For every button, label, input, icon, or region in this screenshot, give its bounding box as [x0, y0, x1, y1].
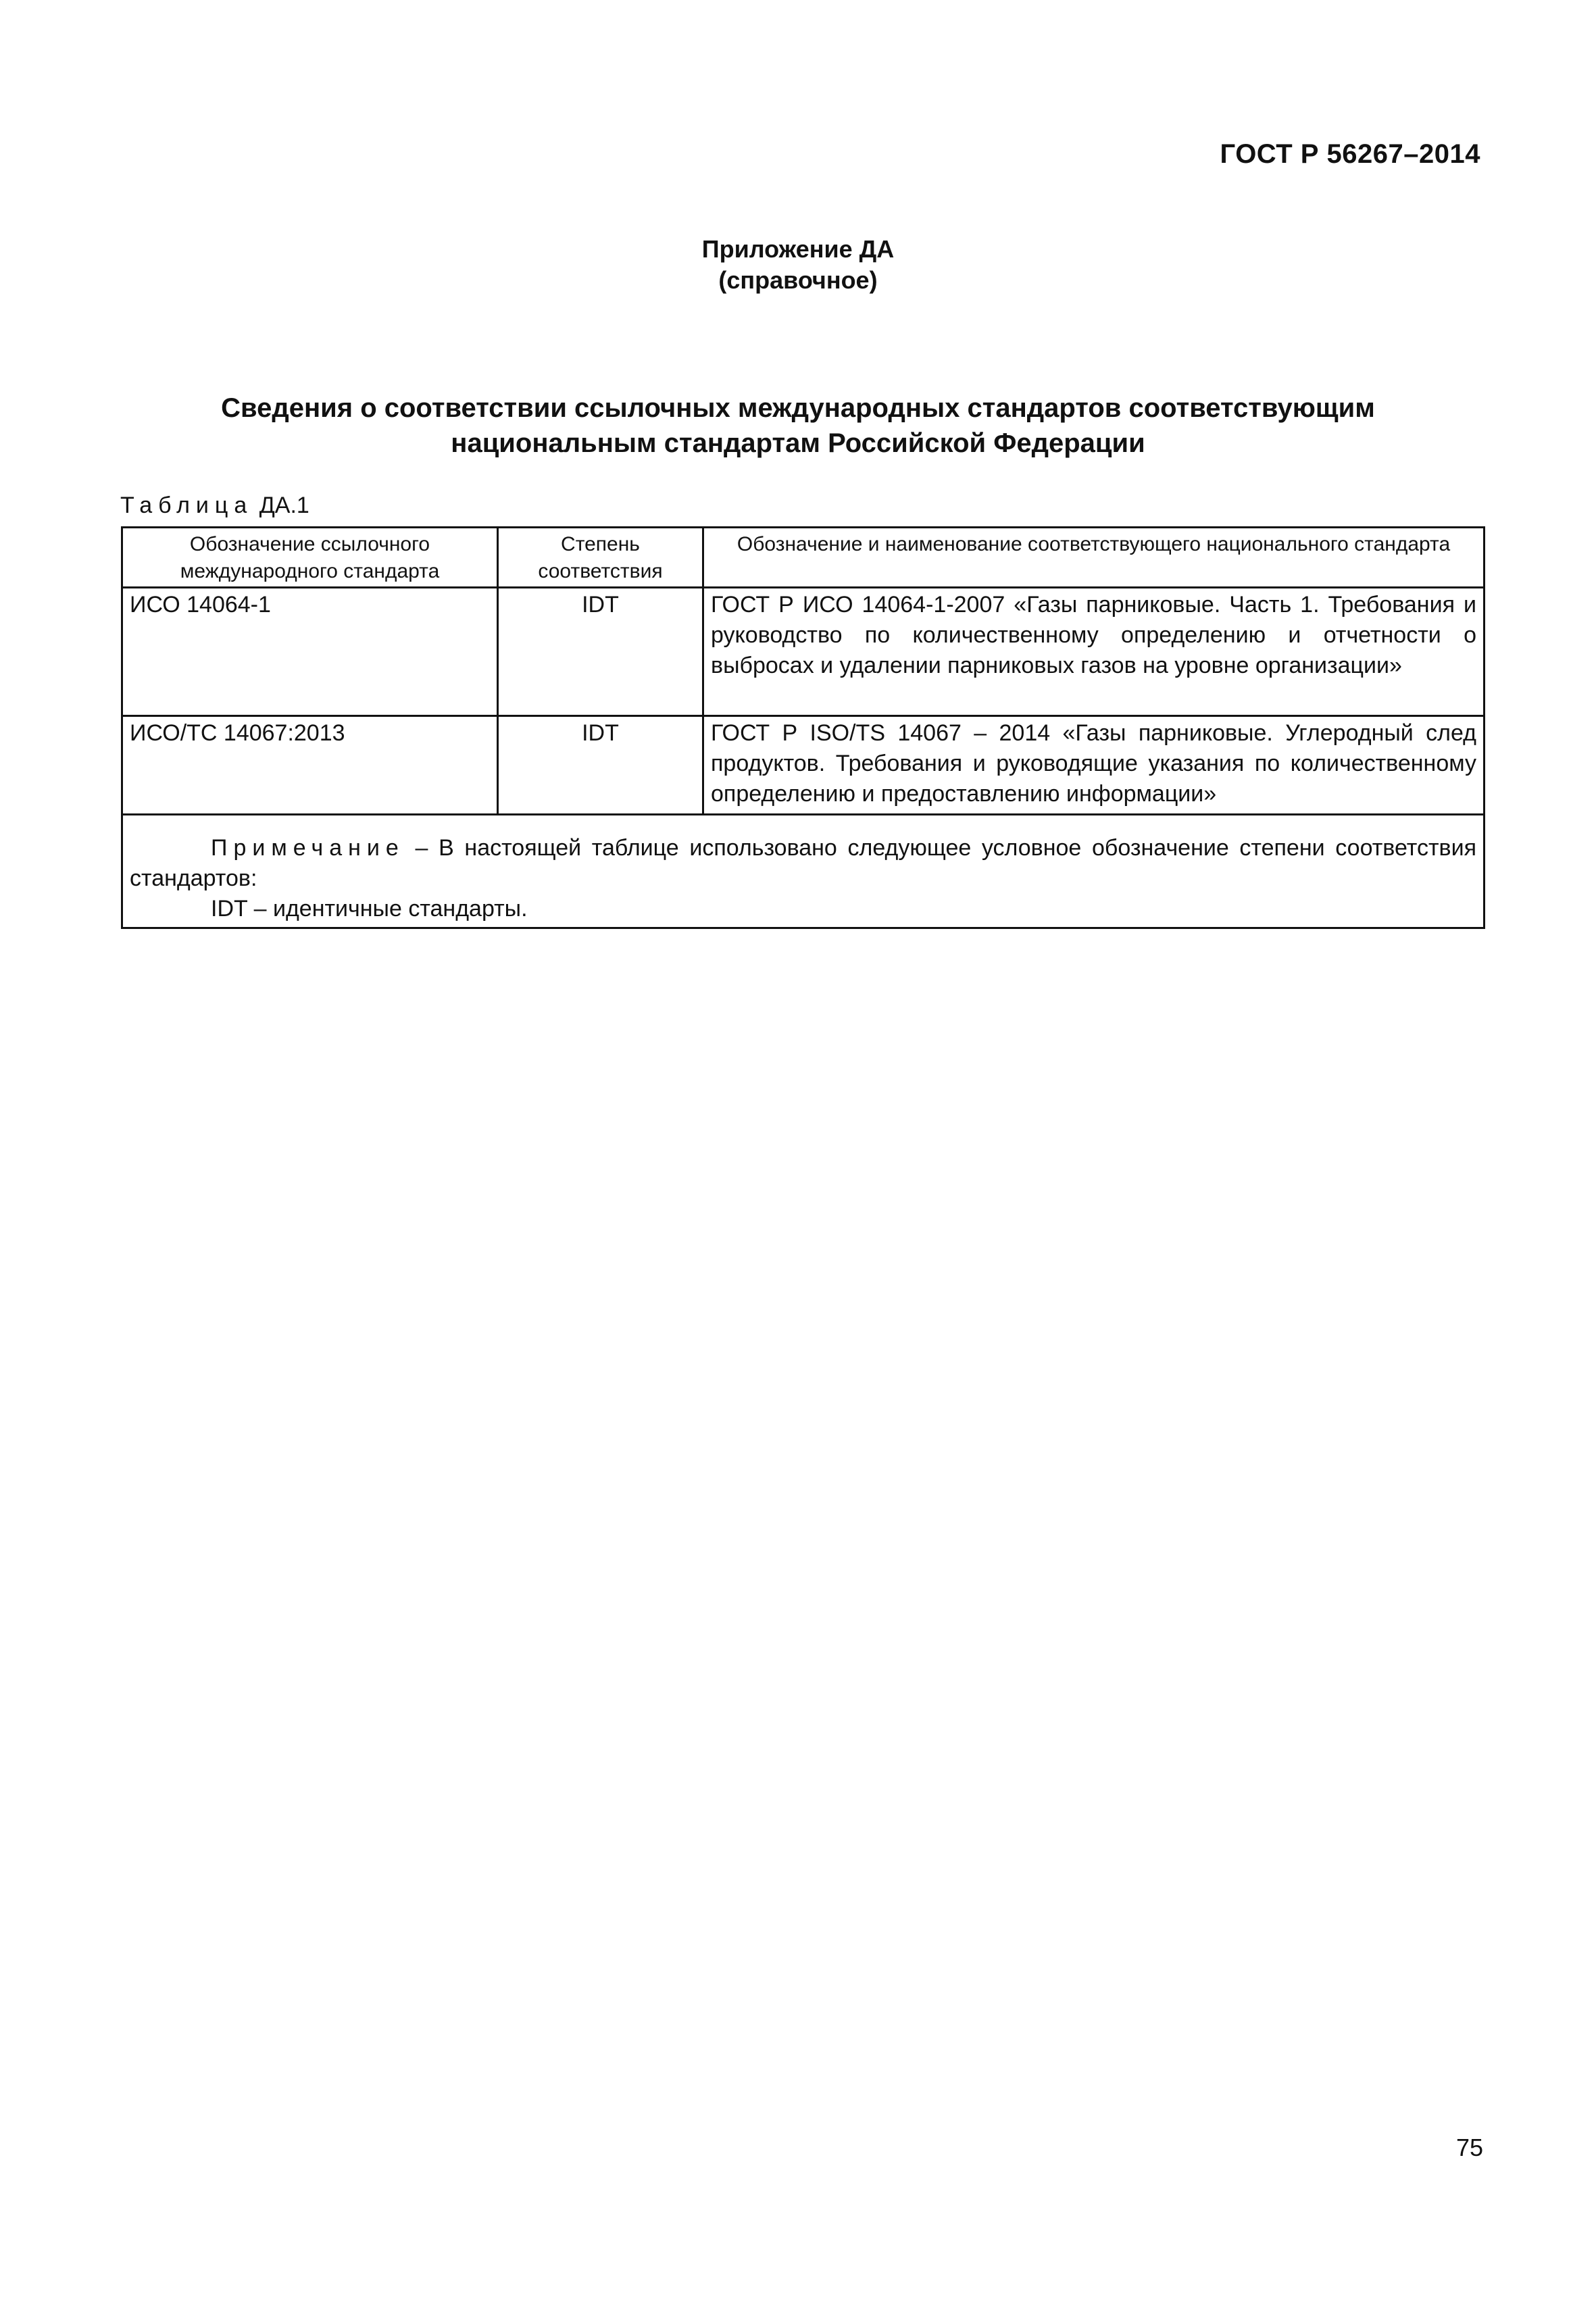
section-title-line2: национальным стандартам Российской Федерации	[451, 428, 1145, 458]
cell-intl-standard: ИСО 14064-1	[122, 588, 498, 716]
cell-intl-standard: ИСО/ТС 14067:2013	[122, 716, 498, 815]
appendix-type: (справочное)	[718, 266, 878, 294]
header-national-standard: Обозначение и наименование соответствующего национального стандарта	[703, 528, 1485, 588]
header-degree: Степень соответствия	[498, 528, 703, 588]
cell-degree: IDT	[498, 588, 703, 716]
appendix-label: Приложение ДА	[701, 235, 895, 263]
table-row	[122, 716, 1485, 815]
table-note	[122, 815, 1485, 928]
table-caption	[120, 492, 309, 519]
note-label: Примечание	[211, 835, 405, 861]
note-definition: IDT – идентичные стандарты.	[211, 896, 528, 922]
cell-national-standard: ГОСТ Р ИСО 14064-1-2007 «Газы парниковые. Часть 1. Требования и руководство по количественному определению и отчетности о выбросах и удалении парниковых газов на уровне организации»	[703, 588, 1485, 716]
cell-degree: IDT	[498, 716, 703, 815]
appendix-heading	[0, 234, 1596, 296]
table-note-row	[122, 815, 1485, 928]
table-caption-word: Таблица	[120, 493, 253, 518]
cell-national-standard: ГОСТ Р ISO/TS 14067 – 2014 «Газы парниковые. Углеродный след продуктов. Требования и руководящие указания по количественному определению и предоставлению информации»	[703, 716, 1485, 815]
table-header-row	[122, 528, 1485, 588]
section-title	[122, 391, 1474, 461]
document-code: ГОСТ Р 56267–2014	[1220, 139, 1480, 169]
table-caption-number: ДА.1	[259, 493, 309, 518]
table-row	[122, 588, 1485, 716]
note-body: – В настоящей таблице использовано следующее условное обозначение степени соответствия стандартов:	[130, 835, 1477, 891]
correspondence-table	[121, 526, 1483, 929]
note-text	[130, 833, 1476, 894]
header-intl-standard: Обозначение ссылочного международного стандарта	[122, 528, 498, 588]
page-number: 75	[1455, 2134, 1483, 2161]
section-title-line1: Сведения о соответствии ссылочных международных стандартов соответствующим	[221, 393, 1375, 423]
